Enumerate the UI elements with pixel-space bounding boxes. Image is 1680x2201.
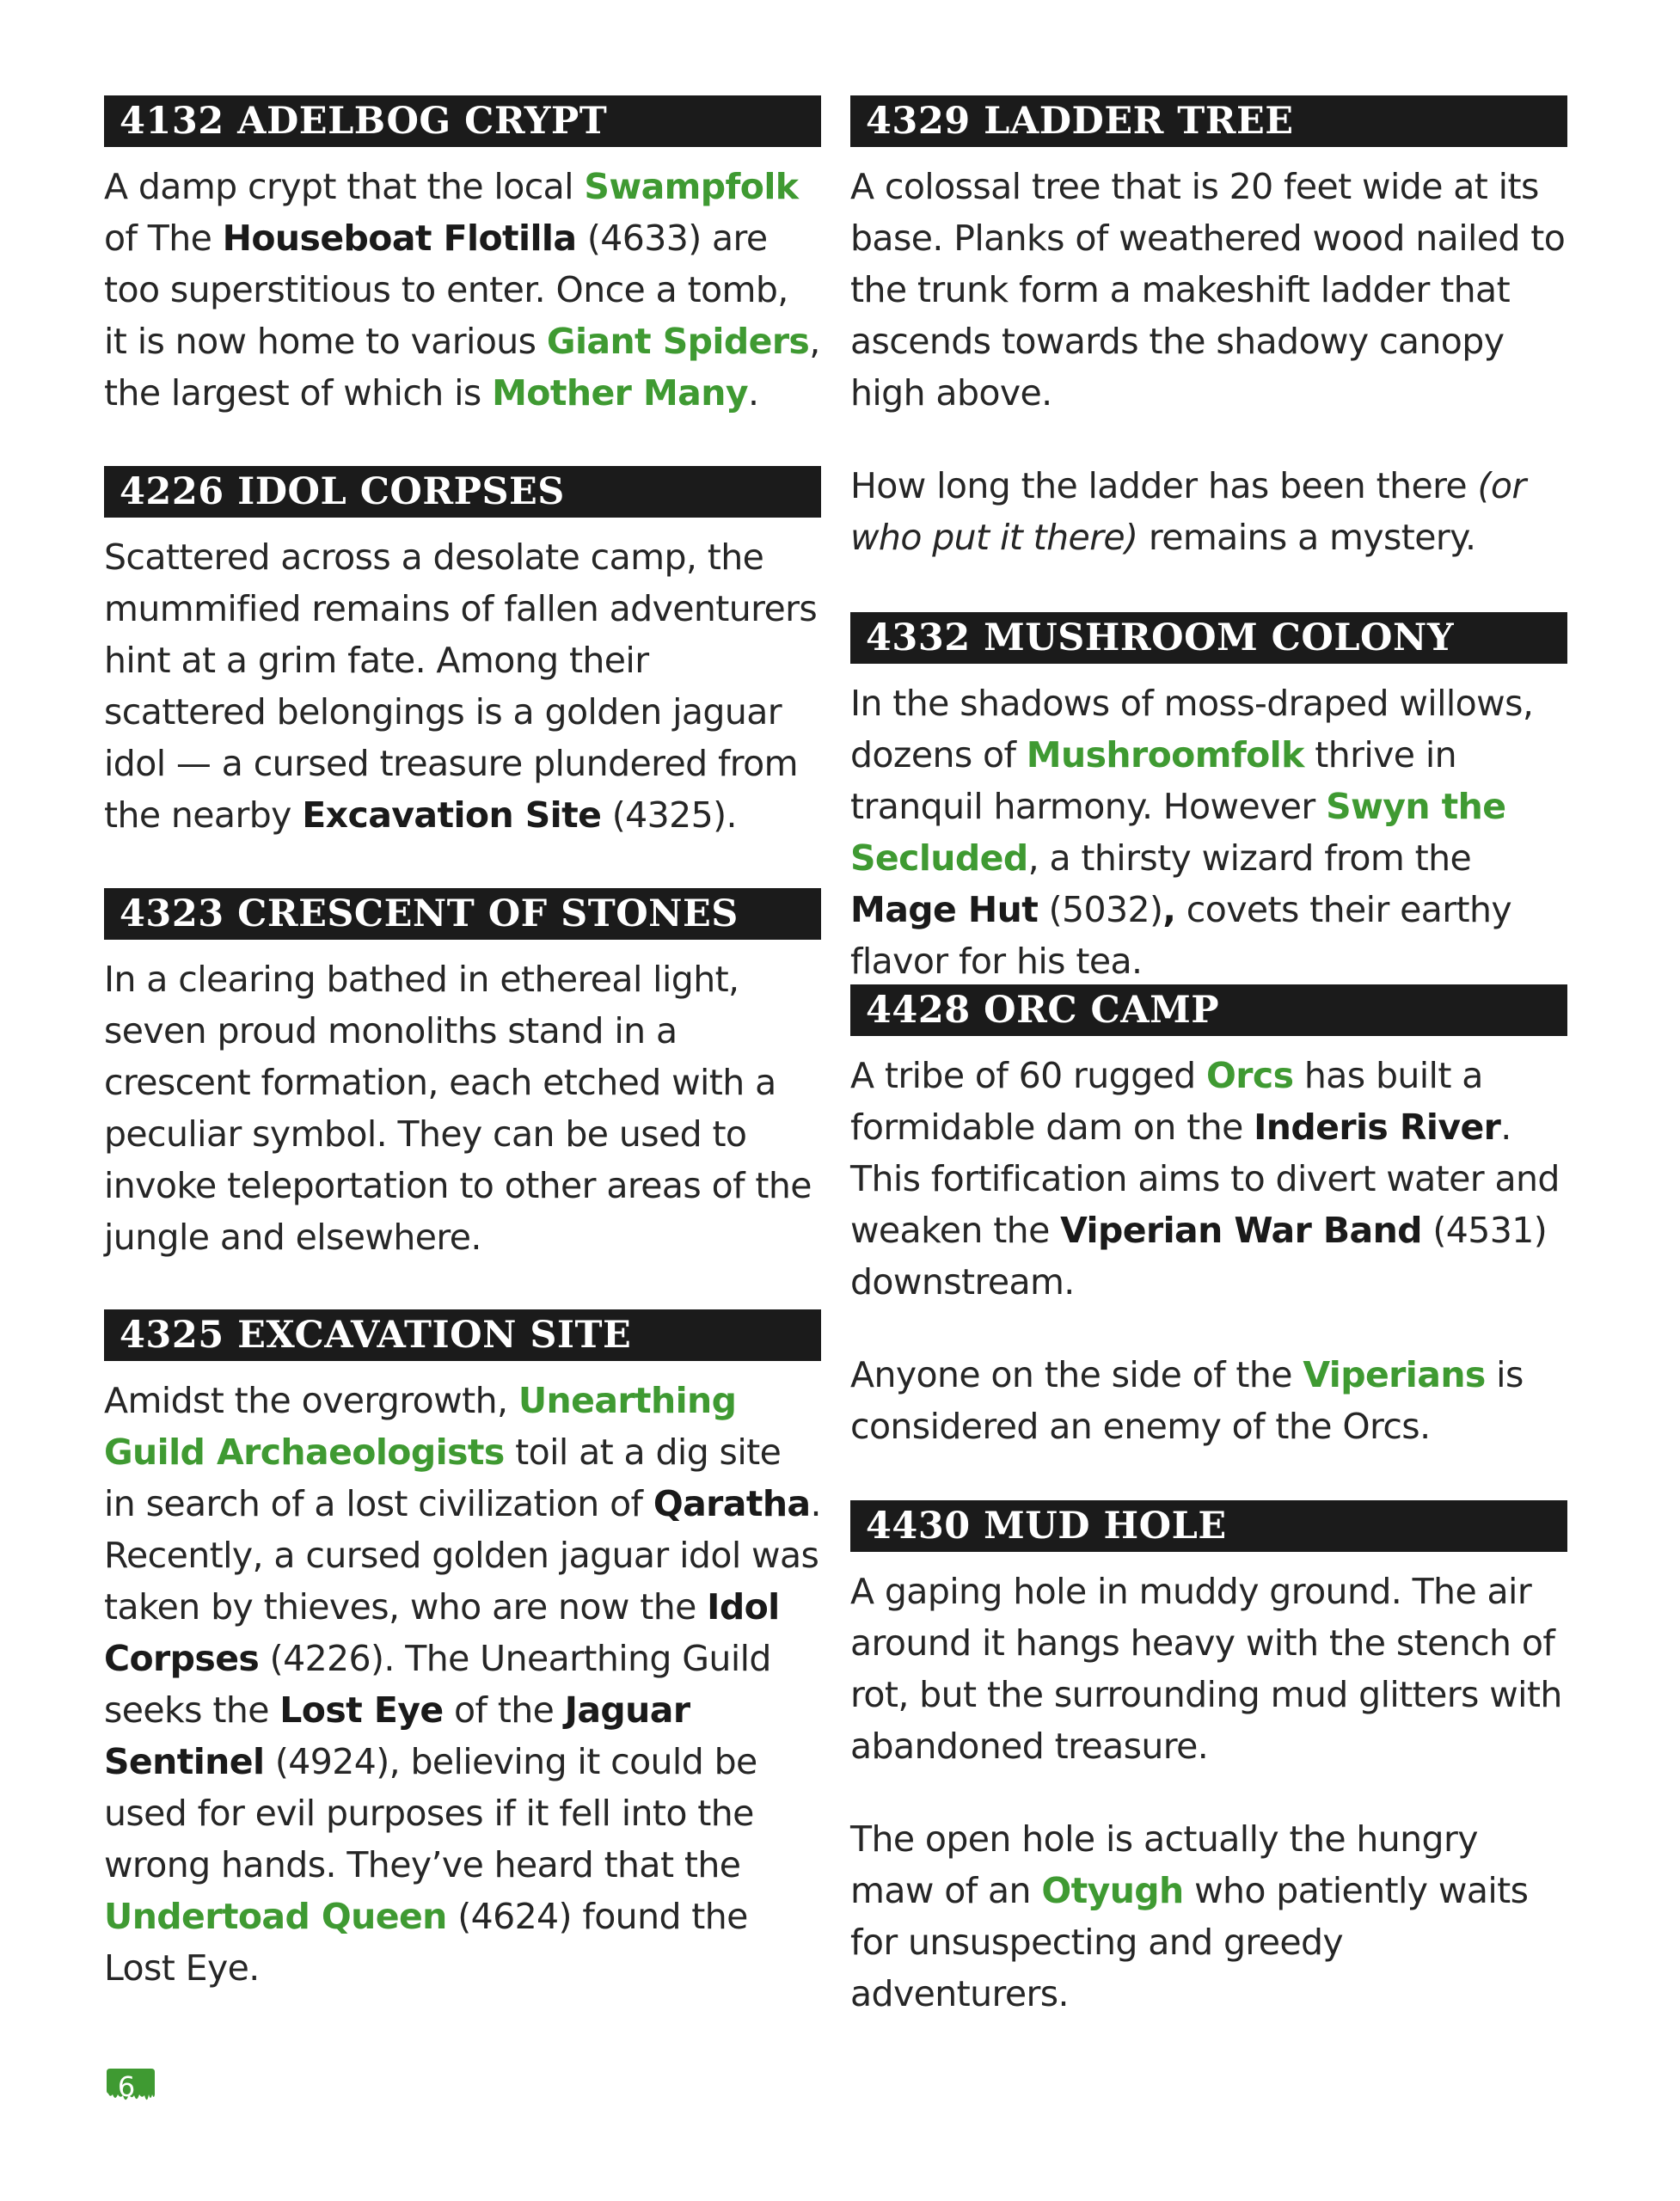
page-number-badge bbox=[107, 2069, 156, 2106]
text-run: How long the ladder has been there bbox=[850, 465, 1478, 506]
text-run: (4924), believing it could be used for evil purposes if it fell into the wrong hands. They’ve heard that the bbox=[104, 1741, 757, 1885]
entry-heading: 4329 LADDER TREE bbox=[850, 95, 1567, 147]
text-run: The open hole is actually the hungry maw of an bbox=[850, 1818, 1478, 1911]
entry-paragraph bbox=[104, 1375, 821, 1994]
entry-body bbox=[850, 1050, 1567, 1452]
entry-body bbox=[850, 1566, 1567, 2020]
creature-link-unearthing-guild[interactable]: Unearthing Guild Archaeologists bbox=[104, 1380, 737, 1473]
location-ref-houseboat-flotilla: Houseboat Flotilla bbox=[222, 218, 577, 259]
location-ref-viperian-war-band: Viperian War Band bbox=[1060, 1210, 1422, 1251]
entry-paragraph bbox=[104, 953, 821, 1263]
text-run: remains a mystery. bbox=[1137, 517, 1476, 558]
entry-paragraph bbox=[850, 460, 1567, 563]
entry-body bbox=[850, 677, 1567, 987]
text-run: thrive in tranquil harmony. However bbox=[850, 734, 1457, 827]
text-run: Amidst the overgrowth, bbox=[104, 1380, 518, 1421]
entry-heading: 4428 ORC CAMP bbox=[850, 984, 1567, 1036]
text-run: A tribe of 60 rugged bbox=[850, 1055, 1207, 1096]
text-run: toil at a dig site in search of a lost civilization of bbox=[104, 1432, 782, 1524]
entry-body bbox=[850, 161, 1567, 563]
entry-heading: 4325 EXCAVATION SITE bbox=[104, 1309, 821, 1361]
text-run: . This fortification aims to divert water and weaken the bbox=[850, 1107, 1560, 1251]
text-run: . bbox=[747, 372, 759, 414]
text-run: (4624) found the Lost Eye. bbox=[104, 1896, 748, 1989]
entry-orc-camp bbox=[850, 984, 1567, 1452]
entry-body bbox=[104, 161, 821, 419]
entry-mud-hole bbox=[850, 1500, 1567, 2020]
creature-link-undertoad-queen[interactable]: Undertoad Queen bbox=[104, 1896, 447, 1937]
entry-body bbox=[104, 531, 821, 841]
creature-link-orcs[interactable]: Orcs bbox=[1206, 1055, 1294, 1096]
location-ref-qaratha: Qaratha bbox=[653, 1483, 811, 1524]
creature-link-giant-spiders[interactable]: Giant Spiders bbox=[546, 321, 810, 362]
text-run: of The bbox=[104, 218, 223, 259]
text-run: , the largest of which is bbox=[104, 321, 820, 414]
entry-ladder-tree bbox=[850, 95, 1567, 563]
creature-link-viperians[interactable]: Viperians bbox=[1303, 1354, 1486, 1395]
entry-paragraph: A colossal tree that is 20 feet wide at its base. Planks of weathered wood nailed to the trunk form a makeshift ladder that ascends towards the shadowy canopy high above. bbox=[850, 166, 1566, 414]
creature-link-swampfolk[interactable]: Swampfolk bbox=[584, 166, 799, 207]
entry-paragraph: A gaping hole in muddy ground. The air around it hangs heavy with the stench of rot, but the surrounding mud glitters with abandoned treasure. bbox=[850, 1571, 1562, 1767]
text-run: (4325). bbox=[601, 794, 737, 836]
creature-link-otyugh[interactable]: Otyugh bbox=[1041, 1870, 1184, 1911]
page-number: 6 bbox=[117, 2070, 136, 2103]
text-run: is considered an enemy of the Orcs. bbox=[850, 1354, 1524, 1447]
entry-adelbog-crypt bbox=[104, 95, 821, 419]
creature-link-mother-many[interactable]: Mother Many bbox=[492, 372, 748, 414]
item-ref-lost-eye: Lost Eye bbox=[279, 1689, 444, 1731]
text-run: of the bbox=[443, 1689, 565, 1731]
entry-crescent-of-stones bbox=[104, 888, 821, 1263]
text-run: (4633) are too superstitious to enter. Once a tomb, it is now home to various bbox=[104, 218, 788, 362]
text-run: , a thirsty wizard from the bbox=[1027, 837, 1472, 879]
entry-paragraph bbox=[850, 1813, 1567, 2020]
text-run: covets their earthy flavor for his tea. bbox=[850, 889, 1512, 982]
text-run: Anyone on the side of the bbox=[850, 1354, 1303, 1395]
text-run: Scattered across a desolate camp, the mummified remains of fallen adventurers hint at a grim fate. Among their scattered belongings is a golden jaguar idol — a cursed treasure plundered from the nearby bbox=[104, 536, 818, 836]
text-run: . Recently, a cursed golden jaguar idol was taken by thieves, who are now the bbox=[104, 1483, 821, 1628]
entry-paragraph bbox=[104, 531, 821, 841]
entry-paragraph bbox=[104, 161, 821, 419]
entry-paragraph bbox=[850, 677, 1567, 987]
text-run: (5032) bbox=[1038, 889, 1163, 930]
bold-punctuation: , bbox=[1162, 889, 1176, 930]
entry-heading: 4323 CRESCENT OF STONES bbox=[104, 888, 821, 940]
entry-excavation-site bbox=[104, 1309, 821, 1994]
text-run: who patiently waits for unsuspecting and greedy adventurers. bbox=[850, 1870, 1529, 2014]
entry-heading: 4430 MUD HOLE bbox=[850, 1500, 1567, 1552]
italic-aside: (or who put it there) bbox=[850, 465, 1526, 558]
entry-mushroom-colony bbox=[850, 612, 1567, 987]
entry-heading: 4332 MUSHROOM COLONY bbox=[850, 612, 1567, 664]
entry-paragraph bbox=[850, 1349, 1567, 1452]
text-run: (4531) downstream. bbox=[850, 1210, 1548, 1303]
text-run: A damp crypt that the local bbox=[104, 166, 585, 207]
text-run: In a clearing bathed in ethereal light, seven proud monoliths stand in a crescent formation, each etched with a peculiar symbol. They can be used to invoke teleportation to other areas of the jungle and elsewhere. bbox=[104, 959, 812, 1258]
entry-idol-corpses bbox=[104, 466, 821, 841]
location-ref-jaguar-sentinel: Jaguar Sentinel bbox=[104, 1689, 690, 1782]
text-run: (4226). The Unearthing Guild seeks the bbox=[104, 1638, 771, 1731]
entry-paragraph bbox=[850, 1050, 1567, 1308]
entry-heading: 4132 ADELBOG CRYPT bbox=[104, 95, 821, 147]
entry-body bbox=[104, 1375, 821, 1994]
location-ref-mage-hut: Mage Hut bbox=[850, 889, 1039, 930]
location-ref-excavation-site: Excavation Site bbox=[302, 794, 602, 836]
entry-heading: 4226 IDOL CORPSES bbox=[104, 466, 821, 518]
text-run: has built a formidable dam on the bbox=[850, 1055, 1483, 1148]
creature-link-swyn-the-secluded[interactable]: Swyn the Secluded bbox=[850, 786, 1506, 879]
entry-body bbox=[104, 953, 821, 1263]
text-run: In the shadows of moss-draped willows, dozens of bbox=[850, 683, 1534, 776]
location-ref-inderis-river: Inderis River bbox=[1254, 1107, 1501, 1148]
location-ref-idol-corpses: Idol Corpses bbox=[104, 1586, 780, 1679]
creature-link-mushroomfolk[interactable]: Mushroomfolk bbox=[1026, 734, 1304, 776]
